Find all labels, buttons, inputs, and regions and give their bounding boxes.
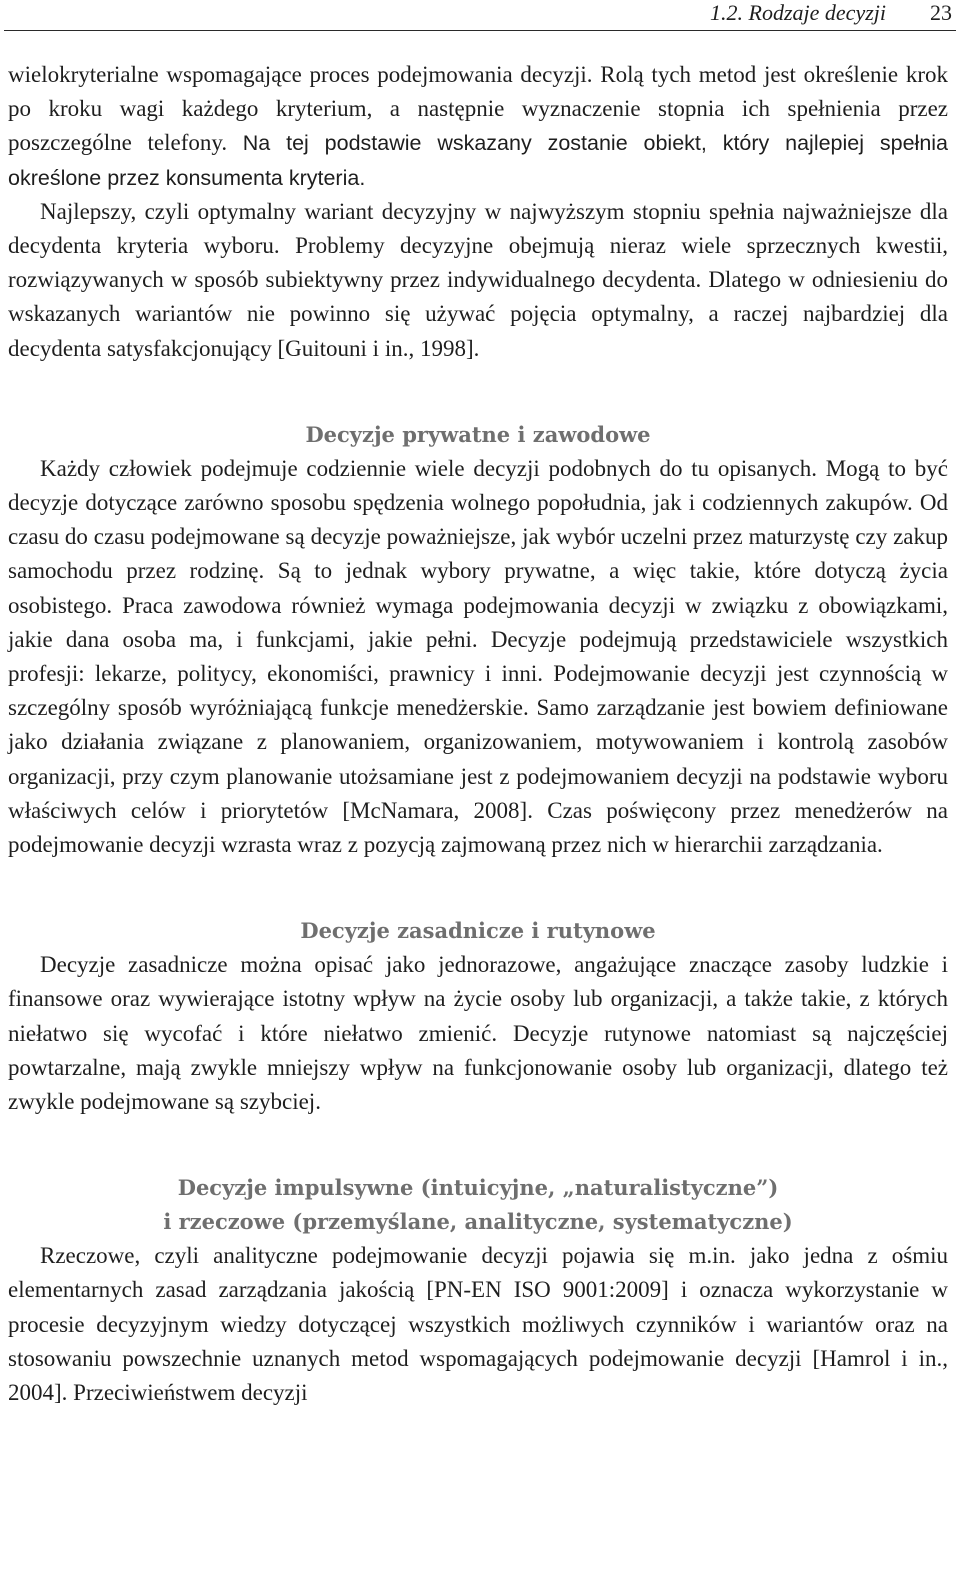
running-header-section-title: 1.2. Rodzaje decyzji — [710, 0, 886, 25]
intro-paragraph-1-sans-text: Na tej podstawie wskazany zostanie obiekt, który najlepiej spełnia określone przez konsumenta kryteria. — [8, 131, 949, 190]
spacer — [8, 862, 948, 914]
section-private-professional-text: Każdy człowiek podejmuje codziennie wiele decyzji podobnych do tu opisanych. Mogą to być decyzje dotyczące zarówno sposobu spędzenia wolnego popołudnia, jak i codziennych zakupów. Od czasu do czasu podejmowane są decyzje poważniejsze, jak wybór uczelni przez maturzystę czy zakup samochodu przez rodzinę. Są to jednak wybory prywatne, a więc takie, które dotyczą życia osobistego. Praca zawodowa również wymaga podejmowania decyzji w związku z obowiązkami, jakie dana osoba ma, i funkcjami, jakie pełni. Decyzje podejmują przedstawiciele wszystkich profesji: lekarze, politycy, ekonomiści, prawnicy i inni. Podejmowanie decyzji jest czynnością w szczególny sposób wyróżniającą funkcje menedżerskie. Samo zarządzanie jest bowiem definiowane jako działania związane z planowaniem, organizowaniem, motywowaniem i kontrolą zasobów organizacji, przy czym planowanie utożsamiane jest z podejmowaniem decyzji na podstawie wyboru właściwych celów i priorytetów [McNamara, 2008]. Czas poświęcony przez menedżerów na podejmowanie decyzji wzrasta wraz z pozycją zajmowaną przez nich w hierarchii zarządzania. — [8, 455, 948, 858]
spacer — [8, 1119, 948, 1171]
intro-paragraph-1 — [8, 58, 948, 195]
spacer — [8, 366, 948, 418]
intro-paragraph-2: Najlepszy, czyli optymalny wariant decyzyjny w najwyższym stopniu spełnia najważniejsze dla decydenta kryteria wyboru. Problemy decyzyjne obejmują nieraz wiele sprzecznych kwestii, rozwiązywanych w sposób subiektywny przez indywidualnego decydenta. Dlatego w odniesieniu do wskazanych wariantów nie powinno się używać pojęcia optymalny, a raczej najbardziej dla decydenta satysfakcjonujący [Guitouni i in., 1998]. — [8, 198, 948, 361]
subheading-impulsive-line-2: i rzeczowe (przemyślane, analityczne, systematyczne) — [163, 1209, 793, 1235]
page-content — [8, 58, 948, 1410]
section-impulsive-rational-text: Rzeczowe, czyli analityczne podejmowanie decyzji pojawia się m.in. jako jedna z ośmiu elementarnych zasad zarządzania jakością [PN-EN ISO 9001:2009] i oznacza wykorzystanie w procesie decyzyjnym wiedzy dotyczącej wszystkich możliwych czynników i wariantów oraz na stosowaniu powszechnie uznanych metod wspomagających podejmowanie decyzji [Hamrol i in., 2004]. Przeciwieństwem decyzji — [8, 1243, 948, 1406]
subheading-impulsive-line-1: Decyzje impulsywne (intuicyjne, „naturalistyczne”) — [177, 1175, 779, 1201]
intro-paragraph-1-text: wielokryterialne wspomagające proces podejmowania decyzji. Rolą tych metod jest określenie krok po kroku wagi każdego kryterium, a następnie wyznaczenie stopnia ich spełnienia przez poszczególne telefony. — [8, 62, 948, 156]
running-header — [4, 0, 956, 31]
section-fundamental-routine-text: Decyzje zasadnicze można opisać jako jednorazowe, angażujące znaczące zasoby ludzkie i finansowe oraz wywierające istotny wpływ na życie osoby lub organizacji, a także takie, z których niełatwo się wycofać i które niełatwo zmienić. Decyzje rutynowe natomiast są najczęściej powtarzalne, mają zwykle mniejszy wpływ na funkcjonowanie osoby lub organizacji, dlatego też zwykle podejmowane są szybciej. — [8, 952, 948, 1115]
subheading-private-professional: Decyzje prywatne i zawodowe — [305, 421, 651, 447]
page-number: 23 — [930, 0, 952, 25]
subheading-fundamental-routine: Decyzje zasadnicze i rutynowe — [300, 918, 656, 944]
